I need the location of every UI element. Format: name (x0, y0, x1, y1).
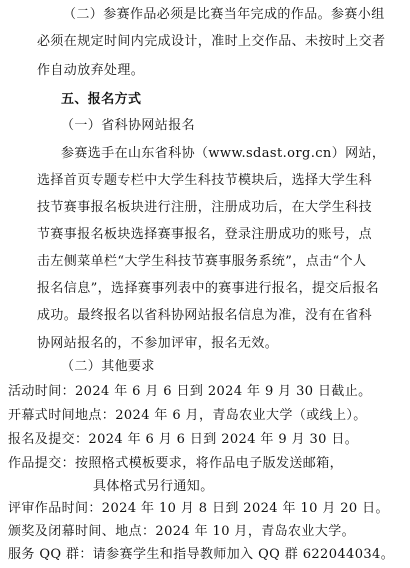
section-title: 五、报名方式 (61, 92, 142, 107)
sub1-line-7: 成功。最终报名以省科协网站报名信息为准，没有在省科 (37, 308, 373, 323)
intro-line-3: 作自动放弃处理。 (37, 63, 145, 78)
sub1-line-3: 技节赛事报名板块进行注册，注册成功后，在大学生科技 (37, 200, 373, 215)
sub1-line-2: 选择首页专题专栏中大学生科技节模块后，选择大学生科 (37, 173, 373, 188)
requirement-activity-time: 活动时间：2024 年 6 月 6 日到 2024 年 9 月 30 日截止。 (8, 384, 372, 399)
sub1-line-6: 报名信息”，选择赛事列表中的赛事进行报名，提交后报名 (37, 281, 380, 296)
sub1-line-4: 节赛事报名板块选择赛事报名，登录注册成功的账号，点 (37, 227, 373, 242)
sub1-line-8: 协网站报名的，不参加评审，报名无效。 (37, 336, 279, 351)
requirement-registration: 报名及提交：2024 年 6 月 6 日到 2024 年 9 月 30 日。 (8, 432, 359, 447)
subsection-2-title: （二）其他要求 (61, 359, 155, 374)
requirement-qq-group: 服务 QQ 群：请参赛学生和指导教师加入 QQ 群 622044034。 (8, 547, 395, 562)
requirement-submission: 作品提交：按照格式模板要求，将作品电子版发送邮箱， (8, 456, 344, 471)
requirement-review-time: 评审作品时间：2024 年 10 月 8 日到 2024 年 10 月 20 日。 (8, 501, 389, 516)
subsection-1-title: （一）省科协网站报名 (61, 118, 196, 133)
requirement-opening: 开幕式时间地点：2024 年 6 月，青岛农业大学（或线上）。 (8, 408, 367, 423)
intro-line-1: （二）参赛作品必须是比赛当年完成的作品。参赛小组 (63, 7, 385, 22)
sub1-line-5: 击左侧菜单栏“大学生科技节赛事服务系统”，点击“个人 (37, 254, 367, 269)
requirement-closing: 颁奖及闭幕时间、地点：2024 年 10 月，青岛农业大学。 (8, 524, 356, 539)
intro-line-2: 必须在规定时间内完成设计，准时上交作品、未按时上交者 (37, 34, 386, 49)
sub1-line-1: 参赛选手在山东省科协（www.sdast.org.cn）网站， (61, 146, 386, 161)
requirement-submission-note: 具体格式另行通知。 (93, 479, 214, 494)
